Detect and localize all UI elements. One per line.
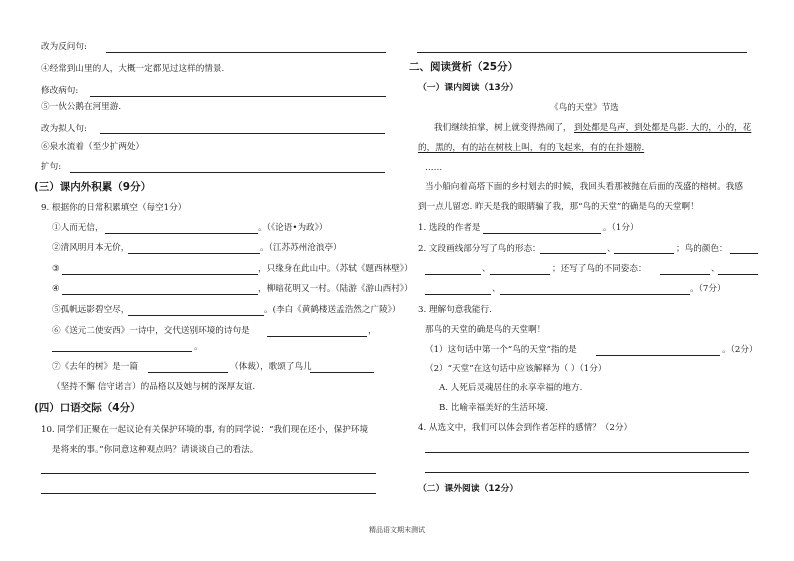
passage-line-1-underlined: 到处都是鸟声，到处都是鸟影. 大的，小的，花 bbox=[574, 123, 752, 133]
reading-question-3-1: （1）这句话中第一个“鸟的天堂”指的是 bbox=[425, 345, 577, 355]
answer-line[interactable] bbox=[425, 452, 749, 453]
correct-sentence-label: 修改病句: bbox=[41, 86, 79, 96]
blank-line[interactable] bbox=[267, 336, 367, 337]
blank-line[interactable] bbox=[148, 372, 228, 373]
rewrite-rhetorical-label: 改为反问句: bbox=[41, 42, 87, 52]
bird-colors-label: ；鸟的颜色： bbox=[676, 244, 728, 254]
passage-line-3: 当小船向着高塔下面的乡村划去的时候，我回头看那被抛在后面的茂盛的榕树。我感 bbox=[425, 182, 743, 192]
extracurricular-reading-title: （二）课外阅读（12分） bbox=[418, 484, 519, 494]
poem-7-text: ⑦《去年的树》是一篇 bbox=[52, 362, 138, 372]
passage-line-2-underlined: 的，黑的，有的站在树枝上叫，有的飞起来，有的在扑翅膀. bbox=[418, 143, 645, 153]
comma: 、 bbox=[482, 264, 491, 274]
poem-6-period: 。 bbox=[194, 342, 203, 352]
answer-line[interactable] bbox=[41, 473, 376, 474]
bird-postures-label: ；还写了鸟的不同姿态： bbox=[552, 264, 647, 274]
poem-2-start: ②清风明月本无价， bbox=[52, 243, 130, 253]
blank-line[interactable] bbox=[500, 294, 690, 295]
answer-line[interactable] bbox=[70, 172, 385, 173]
option-a[interactable]: A. 人死后灵魂居住的永享幸福的地方. bbox=[439, 383, 583, 393]
poem-3-index: ③ bbox=[52, 264, 60, 274]
answer-line[interactable] bbox=[106, 52, 386, 53]
poem-6-comma: ， bbox=[368, 326, 377, 336]
reading-question-2-score: 。（7分） bbox=[690, 284, 726, 294]
blank-line[interactable] bbox=[62, 294, 258, 295]
section-3-title: (三）课内外积累（9分） bbox=[34, 181, 152, 193]
poem-7-ending: （坚持不懈 信守诺言）的品格以及她与树的深厚友谊. bbox=[52, 382, 256, 392]
reading-question-1: 1. 选段的作者是 bbox=[418, 223, 481, 233]
passage-ellipsis: …… bbox=[425, 163, 443, 173]
reading-question-3: 3. 理解句意我能行. bbox=[418, 305, 492, 315]
poem-1-source: 。（《论语•为政》） bbox=[258, 223, 328, 233]
blank-line[interactable] bbox=[425, 294, 491, 295]
reading-question-3-2: （2）“天堂”在这句话中应该解释为（ ）（1分） bbox=[425, 364, 607, 374]
answer-line[interactable] bbox=[417, 52, 747, 53]
personification-label: 改为拟人句: bbox=[41, 124, 87, 134]
question-5: ⑤一伙公鹅在河里游. bbox=[41, 102, 122, 112]
blank-line[interactable] bbox=[660, 274, 710, 275]
answer-line[interactable] bbox=[41, 493, 376, 494]
reading-question-2: 2. 文段画线部分写了鸟的形态： bbox=[418, 244, 541, 254]
question-10-line-1: 10. 同学们正聚在一起议论有关保护环境的事, 有的同学说：“我们现在还小，保护环境 bbox=[41, 425, 369, 435]
quoted-sentence: 那鸟的天堂的确是鸟的天堂啊！ bbox=[425, 325, 546, 335]
footer-text: 精品语文期末测试 bbox=[369, 526, 425, 534]
option-b[interactable]: B. 比喻幸福美好的生活环境. bbox=[439, 403, 549, 413]
reading-question-3-1-score: 。（2分） bbox=[722, 345, 758, 355]
passage-line-1-start: 我们继续拍掌，树上就变得热闹了， bbox=[434, 123, 572, 133]
blank-line[interactable] bbox=[128, 253, 260, 254]
in-class-reading-title: （一）课内阅读（13分） bbox=[418, 83, 519, 93]
blank-line[interactable] bbox=[540, 253, 606, 254]
blank-line[interactable] bbox=[718, 274, 758, 275]
blank-line[interactable] bbox=[128, 315, 264, 316]
comma: 、 bbox=[492, 284, 501, 294]
section-4-title: (四）口语交际（4分） bbox=[34, 402, 141, 414]
poem-1-start: ①人而无信， bbox=[52, 223, 104, 233]
blank-line[interactable] bbox=[425, 274, 481, 275]
blank-line[interactable] bbox=[105, 233, 258, 234]
poem-4-index: ④ bbox=[52, 284, 60, 294]
poem-5-source: 。(李白《黄鹤楼送孟浩然之广陵》） bbox=[264, 305, 401, 315]
blank-line[interactable] bbox=[52, 351, 192, 352]
poem-3-source: ，只缘身在此山中。（苏轼《题西林壁》） bbox=[258, 264, 413, 274]
question-6: ⑥泉水流着（至少扩两处） bbox=[41, 142, 145, 152]
comma: 、 bbox=[607, 244, 616, 254]
blank-line[interactable] bbox=[62, 274, 258, 275]
comma: 、 bbox=[711, 264, 720, 274]
blank-line[interactable] bbox=[596, 355, 720, 356]
answer-line[interactable] bbox=[90, 96, 386, 97]
question-10-line-2: 是将来的事。”你同意这种观点吗？请谈谈自己的看法。 bbox=[52, 445, 259, 455]
blank-line[interactable] bbox=[614, 253, 674, 254]
poem-4-source: ，柳暗花明又一村。（陆游《游山西村》） bbox=[258, 284, 413, 294]
answer-line[interactable] bbox=[100, 133, 385, 134]
blank-line[interactable] bbox=[730, 253, 758, 254]
poem-2-source: 。（江苏苏州沧浪亭） bbox=[260, 243, 342, 253]
question-4: ④经常到山里的人，大概一定都见过这样的情景. bbox=[41, 64, 225, 74]
section-2-title: 二、阅读赏析（25分） bbox=[409, 61, 519, 73]
reading-question-4: 4. 从选文中，我们可以体会到作者怎样的感情？（2分） bbox=[418, 423, 633, 433]
answer-line[interactable] bbox=[425, 472, 749, 473]
blank-line[interactable] bbox=[310, 372, 374, 373]
poem-5-start: ⑤孤帆远影碧空尽， bbox=[52, 305, 130, 315]
question-9: 9. 根据你的日常积累填空（每空1分） bbox=[41, 203, 187, 213]
blank-line[interactable] bbox=[483, 233, 601, 234]
blank-line[interactable] bbox=[490, 274, 550, 275]
poem-7-genre: （体裁），歌颂了鸟儿 bbox=[230, 362, 312, 372]
reading-question-1-score: 。（1分） bbox=[603, 223, 639, 233]
poem-6-text: ⑥《送元二使安西》一诗中，交代送别环境的诗句是 bbox=[52, 326, 250, 336]
passage-line-4: 到一点儿留恋. 昨天是我的眼睛骗了我，那“鸟的天堂”的确是鸟的天堂啊！ bbox=[418, 202, 699, 212]
passage-title: 《鸟的天堂》节选 bbox=[550, 103, 619, 113]
expand-sentence-label: 扩句: bbox=[41, 162, 62, 172]
